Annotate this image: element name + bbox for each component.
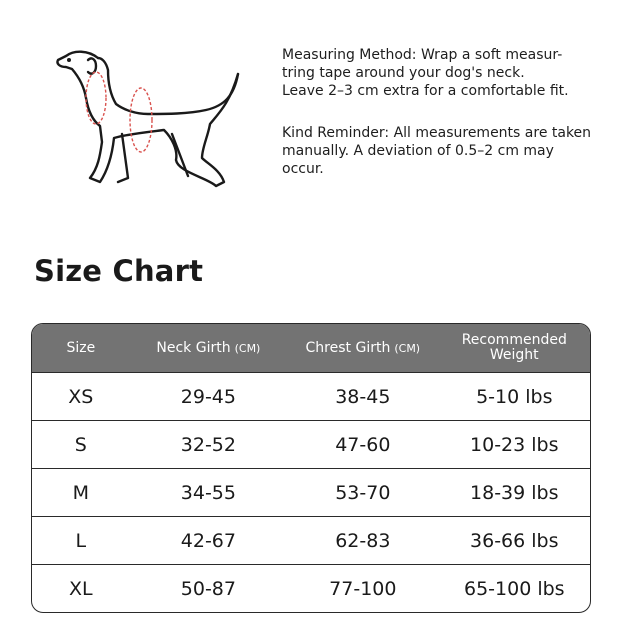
measurement-notes [282, 46, 612, 178]
chest-girth-cell: 62-83 [335, 529, 391, 552]
header-size: Size [66, 339, 96, 356]
chest-girth-cell: 38-45 [335, 385, 391, 408]
weight-cell: 10-23 lbs [470, 433, 559, 456]
chest-girth-cell: 53-70 [335, 481, 391, 504]
page-title: Size Chart [34, 254, 204, 288]
size-cell: XL [69, 577, 93, 600]
kind-reminder-text: Kind Reminder: All measurements are taken manually. A deviation of 0.5–2 cm may occur. [282, 125, 592, 177]
weight-cell: 65-100 lbs [463, 577, 565, 600]
measuring-method-text: Measuring Method: Wrap a soft measur- tring tape around your dog's neck. Leave 2–3 cm extra for a comfortable fit. [282, 47, 569, 99]
table-row [32, 420, 590, 468]
neck-girth-cell: 50-87 [180, 577, 236, 600]
neck-girth-cell: 42-67 [180, 529, 236, 552]
chest-girth-cell: 77-100 [329, 577, 397, 600]
weight-cell: 18-39 lbs [470, 481, 559, 504]
dog-measurement-icon [48, 38, 248, 194]
weight-cell: 36-66 lbs [470, 529, 559, 552]
table-row [32, 516, 590, 564]
neck-girth-cell: 34-55 [180, 481, 236, 504]
header-chest-girth: Chrest Girth (CM) [305, 339, 421, 356]
weight-cell: 5-10 lbs [476, 385, 553, 408]
size-cell: L [75, 529, 87, 552]
header-neck-girth: Neck Girth (CM) [156, 339, 261, 356]
chest-girth-cell: 47-60 [335, 433, 391, 456]
neck-girth-cell: 32-52 [180, 433, 236, 456]
neck-girth-cell: 29-45 [180, 385, 236, 408]
size-cell: M [72, 481, 90, 504]
table-row [32, 372, 590, 420]
table-row [32, 468, 590, 516]
size-cell: S [74, 433, 87, 456]
table-header [32, 324, 590, 372]
header-recommended-weight: Recommended Weight [461, 332, 567, 363]
size-cell: XS [68, 385, 94, 408]
size-table [31, 323, 591, 613]
table-row [32, 564, 590, 612]
